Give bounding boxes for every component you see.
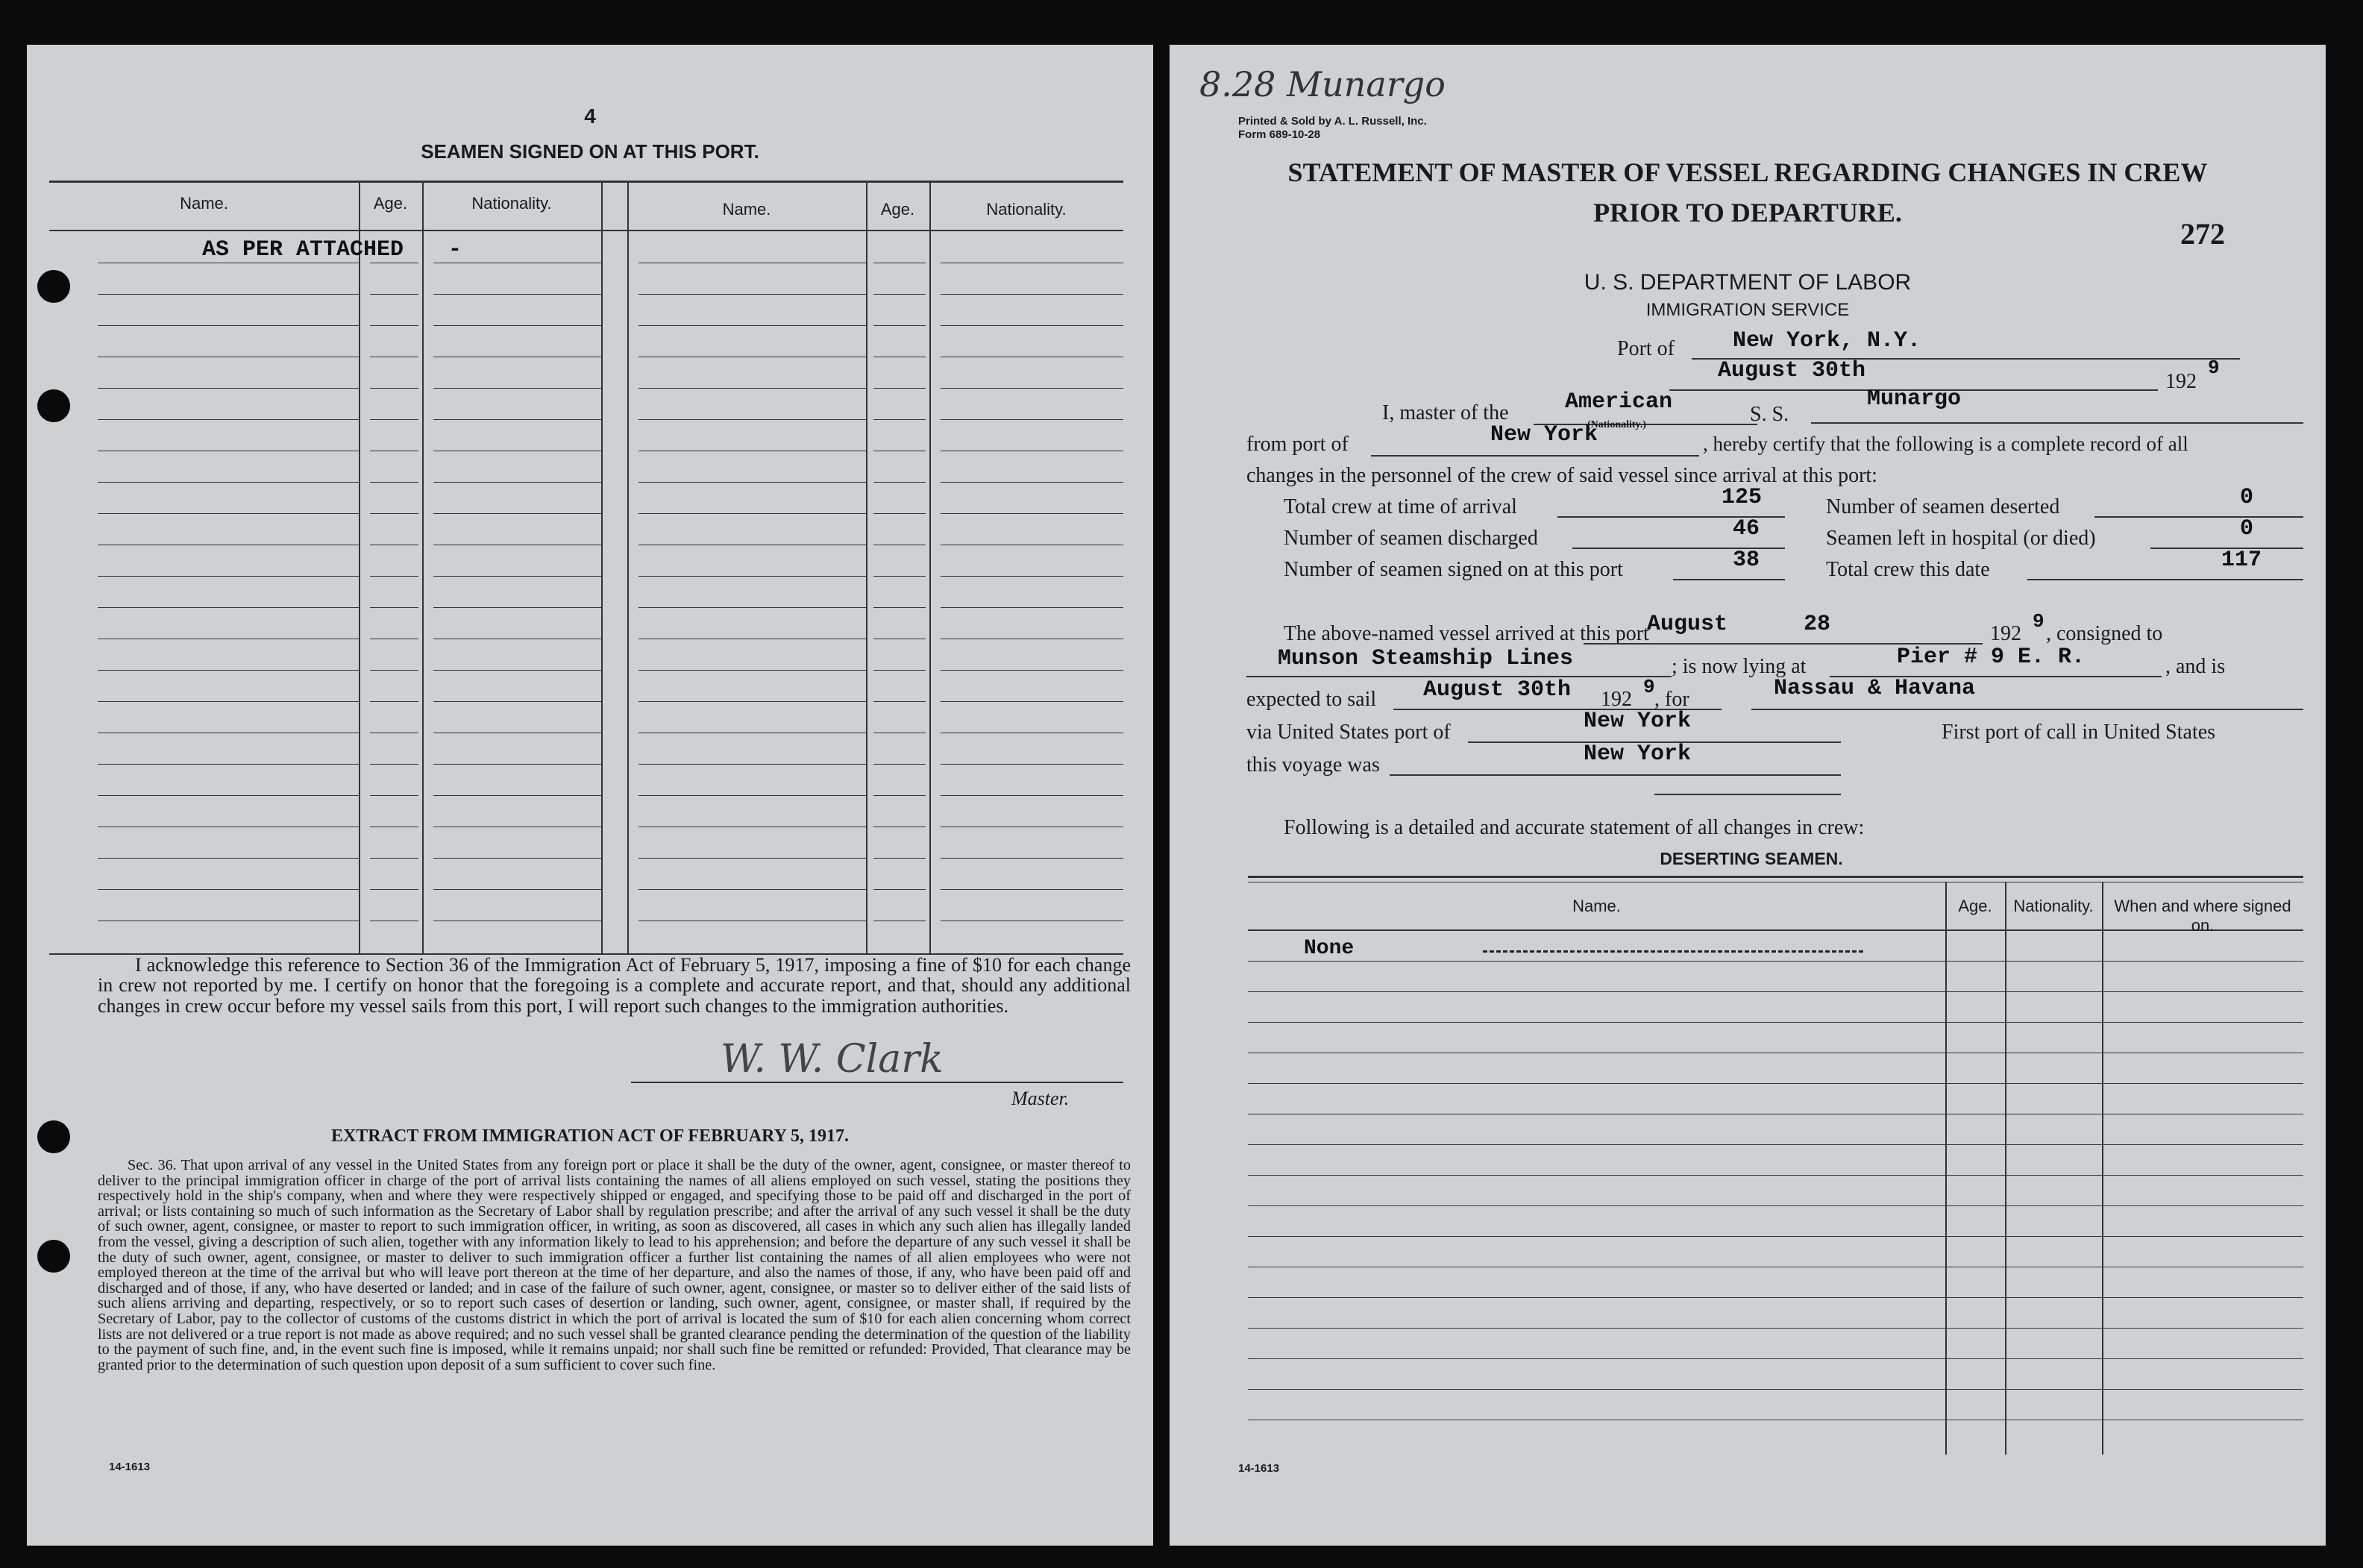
total-date-value: 117 <box>2221 548 2262 573</box>
row-rule <box>638 482 866 483</box>
total-arrival-value: 125 <box>1722 485 1763 510</box>
table-top-rule <box>49 181 1123 183</box>
row-rule <box>433 858 601 859</box>
row-rule <box>98 607 359 608</box>
row-rule <box>433 795 601 796</box>
statement-subtitle: PRIOR TO DEPARTURE. <box>1593 198 1902 228</box>
row-rule <box>370 701 418 702</box>
column-header: When and where signed on. <box>2114 897 2291 935</box>
desert-entry: None <box>1304 937 1355 960</box>
row-rule <box>1248 991 2303 992</box>
row-rule <box>638 513 866 514</box>
certify-text: , hereby certify that the following is a complete record of all <box>1703 433 2188 455</box>
punch-hole <box>37 1240 70 1273</box>
row-rule <box>941 513 1123 514</box>
for-label: , for <box>1654 688 1689 711</box>
row-rule <box>98 670 359 671</box>
row-rule <box>433 701 601 702</box>
vessel-name: Munargo <box>1867 386 1962 412</box>
row-rule <box>98 764 359 765</box>
row-rule <box>433 482 601 483</box>
column-header: Nationality. <box>2013 897 2094 915</box>
deserting-title: DESERTING SEAMEN. <box>1660 849 1843 868</box>
row-rule <box>433 419 601 420</box>
year-prefix: 192 <box>2165 370 2197 393</box>
total-date-label: Total crew this date <box>1826 558 1990 581</box>
row-rule <box>873 607 926 608</box>
row-rule <box>873 764 926 765</box>
row-rule <box>873 701 926 702</box>
row-rule <box>433 764 601 765</box>
via-label: via United States port of <box>1246 721 1451 744</box>
row-rule <box>370 419 418 420</box>
row-rule <box>1248 1389 2303 1390</box>
hospital-label: Seamen left in hospital (or died) <box>1826 527 2096 550</box>
right-page <box>1170 45 2326 1546</box>
row-rule <box>98 325 359 326</box>
row-rule <box>370 482 418 483</box>
column-header: Age. <box>373 194 408 213</box>
row-rule <box>1248 1022 2303 1023</box>
column-rule <box>2005 882 2006 1455</box>
column-header: Age. <box>880 200 915 219</box>
row-rule <box>370 388 418 389</box>
row-rule <box>873 513 926 514</box>
row-rule <box>98 419 359 420</box>
row-rule <box>1248 1205 2303 1206</box>
statement-title: STATEMENT OF MASTER OF VESSEL REGARDING CHANGES IN CREW <box>1287 157 2208 187</box>
row-rule <box>941 607 1123 608</box>
row-rule <box>638 419 866 420</box>
port-label: Port of <box>1617 337 1675 360</box>
row-rule <box>638 388 866 389</box>
printer-line: Printed & Sold by A. L. Russell, Inc. <box>1238 115 1427 128</box>
pier-value: Pier # 9 E. R. <box>1897 645 2086 670</box>
left-form-number: 14-1613 <box>109 1461 151 1473</box>
nationality-caption: (Nationality.) <box>1587 419 1646 430</box>
and-is-text: , and is <box>2165 655 2226 678</box>
row-rule <box>370 294 418 295</box>
form-code: Form 689-10-28 <box>1238 128 1321 141</box>
row-rule <box>873 482 926 483</box>
row-rule <box>370 576 418 577</box>
row-rule <box>941 294 1123 295</box>
row-rule <box>638 325 866 326</box>
deserted-label: Number of seamen deserted <box>1826 495 2060 518</box>
arrived-month: August <box>1647 612 1728 637</box>
desert-dash <box>1483 950 1863 953</box>
row-rule <box>941 482 1123 483</box>
row-rule <box>638 607 866 608</box>
row-rule <box>638 858 866 859</box>
arrived-year-digit: 9 <box>2033 610 2045 633</box>
extract-title: EXTRACT FROM IMMIGRATION ACT OF FEBRUARY 5, 1917. <box>330 1126 850 1146</box>
nationality-value: American <box>1565 389 1673 415</box>
arrived-day: 28 <box>1804 612 1831 637</box>
row-rule <box>941 576 1123 577</box>
following-text: Following is a detailed and accurate statement of all changes in crew: <box>1284 816 1865 839</box>
row-rule <box>941 764 1123 765</box>
seamen-signed-on-table <box>27 45 1153 1015</box>
column-header: Name. <box>180 194 228 213</box>
destination-value: Nassau & Havana <box>1774 676 1976 701</box>
row-rule <box>98 576 359 577</box>
row-rule <box>370 607 418 608</box>
row-rule <box>1248 1236 2303 1237</box>
row-rule <box>433 294 601 295</box>
row-rule <box>433 325 601 326</box>
entry-nationality: - <box>448 237 462 263</box>
row-rule <box>873 889 926 890</box>
row-rule <box>873 670 926 671</box>
via-port-value: New York <box>1584 709 1692 734</box>
row-rule <box>638 576 866 577</box>
column-rule <box>929 181 931 953</box>
column-header: Age. <box>1958 897 1992 915</box>
row-rule <box>941 889 1123 890</box>
row-rule <box>370 513 418 514</box>
sheet-number: 272 <box>2180 217 2225 251</box>
row-rule <box>941 670 1123 671</box>
total-arrival-label: Total crew at time of arrival <box>1284 495 1517 518</box>
section-title: SEAMEN SIGNED ON AT THIS PORT. <box>421 140 759 163</box>
discharged-value: 46 <box>1733 516 1760 542</box>
arrived-year-prefix: 192 <box>1990 622 2021 645</box>
row-rule <box>873 795 926 796</box>
entry-name: AS PER ATTACHED <box>202 237 404 263</box>
first-port-label: First port of call in United States <box>1942 721 2216 744</box>
acknowledgment-text: I acknowledge this reference to Section 36 of the Immigration Act of February 5, 1917, imposing a fine of $10 for each change in crew not reported by me. I certify on honor that the foregoing is a complete and accurate report, and that, should any additional changes in crew occur before my vessel sails from this port, I will report such changes to the immigration authorities. <box>98 954 1131 1017</box>
row-rule <box>433 576 601 577</box>
year-digit: 9 <box>2208 357 2220 379</box>
from-port-value: New York <box>1490 422 1598 448</box>
row-rule <box>433 388 601 389</box>
row-rule <box>873 858 926 859</box>
right-form-number: 14-1613 <box>1238 1462 1280 1475</box>
master-caption: Master. <box>1011 1088 1070 1109</box>
row-rule <box>433 670 601 671</box>
row-rule <box>873 576 926 577</box>
consignee-value: Munson Steamship Lines <box>1278 646 1574 671</box>
row-rule <box>370 858 418 859</box>
sail-year-prefix: 192 <box>1601 688 1632 711</box>
row-rule <box>941 701 1123 702</box>
row-rule <box>941 858 1123 859</box>
row-rule <box>433 513 601 514</box>
row-rule <box>941 419 1123 420</box>
table-top-rule <box>1248 876 2303 878</box>
row-rule <box>98 388 359 389</box>
voyage-label: this voyage was <box>1246 753 1380 777</box>
row-rule <box>873 419 926 420</box>
row-rule <box>98 858 359 859</box>
arrived-label: The above-named vessel arrived at this port <box>1284 622 1649 645</box>
row-rule <box>1248 961 2303 962</box>
from-port-label: from port of <box>1246 433 1349 456</box>
left-page <box>27 45 1153 1546</box>
column-rule <box>422 181 424 953</box>
date-value: August 30th <box>1718 358 1866 383</box>
row-rule <box>98 889 359 890</box>
row-rule <box>98 294 359 295</box>
service-name: IMMIGRATION SERVICE <box>1645 300 1850 320</box>
row-rule <box>370 764 418 765</box>
row-rule <box>1248 1328 2303 1329</box>
row-rule <box>433 889 601 890</box>
master-signature: W. W. Clark <box>721 1037 944 1082</box>
column-rule <box>866 181 867 953</box>
signed-on-label: Number of seamen signed on at this port <box>1284 558 1623 581</box>
row-rule <box>873 325 926 326</box>
row-rule <box>638 294 866 295</box>
deserted-value: 0 <box>2240 485 2254 510</box>
extract-text: Sec. 36. That upon arrival of any vessel in the United States from any foreign port or place it shall be the duty of the owner, agent, consignee, or master thereof to deliver to the principal immigration officer in charge of the port of arrival lists containing the names of all aliens employed on such vessel, stating the positions they respectively hold in the ship's company, when and where they were respectively shipped or engaged, and specifying those to be paid off and discharged in the port of arrival; or lists containing so much of such information as the Secretary of Labor shall by regulation prescribe; and after the arrival of any such vessel it shall be the duty of such owner, agent, consignee, or master to report to such immigration officer, in writing, as soon as discovered, all cases in which any such alien has illegally landed from the vessel, giving a description of such alien, together with any information likely to lead to his apprehension; and before the departure of any such vessel it shall be the duty of such owner, agent, consignee, or master to deliver to such immigration officer a further list containing the names of all alien employees who were not employed thereon at the time of the arrival but who will leave port thereon at the time of her departure, and also the names of those, if any, who have been paid off and discharged and of those, if any, who have deserted or landed; and in case of the failure of such owner, agent, consignee, or master so to deliver either of the said lists of such aliens arriving and departing, respectively, or so to report such cases of desertion or landing, such owner, agent, consignee, or master shall, if required by the Secretary of Labor, pay to the collector of customs of the customs district in which the port of arrival is located the sum of $10 for each alien concerning whom correct lists are not delivered or a true report is not made as above required; and no such vessel shall be granted clearance pending the determination of the question of the liability to the payment of such fine, and, in the event such fine is imposed, while it remains unpaid; nor shall such fine be remitted or refunded: Provided, That clearance may be granted prior to the determination of such question upon deposit of a sum sufficient to cover such fine. <box>98 1157 1131 1373</box>
column-rule <box>627 181 629 953</box>
row-rule <box>873 388 926 389</box>
row-rule <box>98 795 359 796</box>
column-rule <box>359 181 360 953</box>
column-header: Name. <box>722 200 771 219</box>
changes-text: changes in the personnel of the crew of said vessel since arrival at this port: <box>1246 464 1877 487</box>
page-number: 4 <box>584 104 596 128</box>
table-header-rule <box>49 230 1123 231</box>
row-rule <box>370 325 418 326</box>
row-rule <box>638 701 866 702</box>
row-rule <box>370 670 418 671</box>
master-label: I, master of the <box>1382 401 1509 424</box>
row-rule <box>370 795 418 796</box>
row-rule <box>1248 1358 2303 1359</box>
department-name: U. S. DEPARTMENT OF LABOR <box>1584 270 1912 295</box>
row-rule <box>370 889 418 890</box>
sail-date-value: August 30th <box>1423 677 1572 703</box>
row-rule <box>638 670 866 671</box>
row-rule <box>1248 1144 2303 1145</box>
row-rule <box>941 388 1123 389</box>
row-rule <box>941 795 1123 796</box>
expected-label: expected to sail <box>1246 688 1377 711</box>
sail-year-digit: 9 <box>1643 676 1655 698</box>
row-rule <box>1248 1297 2303 1298</box>
row-rule <box>98 482 359 483</box>
ss-label: S. S. <box>1750 403 1789 426</box>
row-rule <box>638 889 866 890</box>
hospital-value: 0 <box>2240 516 2254 542</box>
column-header: Nationality. <box>471 194 552 213</box>
consigned-label: , consigned to <box>2046 622 2163 645</box>
voyage-port-value: New York <box>1584 741 1692 767</box>
row-rule <box>98 513 359 514</box>
column-rule <box>1945 882 1947 1455</box>
column-header: Name. <box>1572 897 1621 915</box>
deserting-seamen-table <box>1170 45 2326 1462</box>
row-rule <box>638 764 866 765</box>
signature-line <box>631 1082 1123 1083</box>
column-rule <box>2102 882 2103 1455</box>
row-rule <box>433 607 601 608</box>
row-rule <box>1248 1175 2303 1176</box>
signed-on-value: 38 <box>1733 548 1760 573</box>
row-rule <box>941 325 1123 326</box>
port-value: New York, N.Y. <box>1733 328 1921 354</box>
column-header: Nationality. <box>986 200 1067 219</box>
row-rule <box>98 701 359 702</box>
row-rule <box>1248 1083 2303 1084</box>
lying-label: ; is now lying at <box>1672 655 1807 678</box>
column-rule <box>601 181 603 953</box>
handwritten-note: 8.28 Munargo <box>1199 64 1446 104</box>
discharged-label: Number of seamen discharged <box>1284 527 1538 550</box>
row-rule <box>638 795 866 796</box>
row-rule <box>873 294 926 295</box>
